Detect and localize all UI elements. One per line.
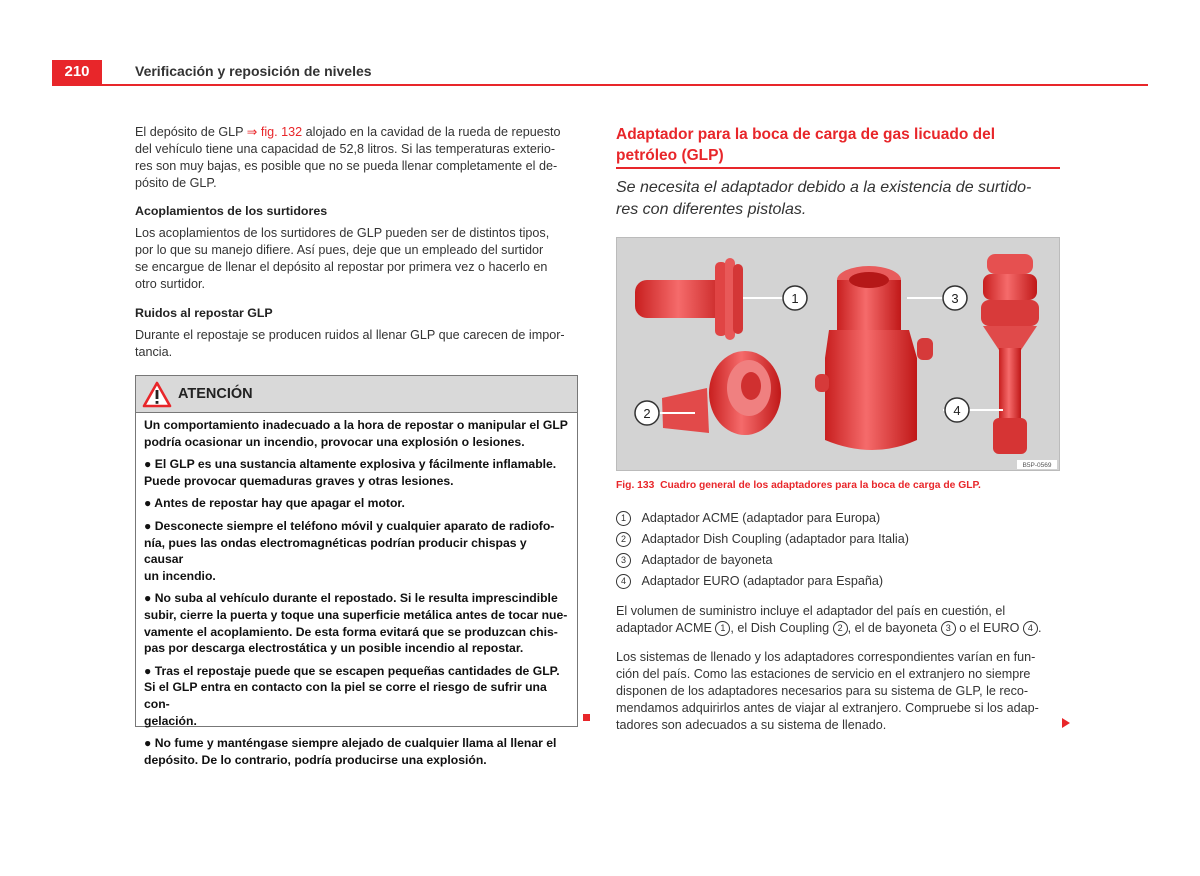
svg-text:4: 4 — [953, 403, 961, 418]
warning-body — [136, 413, 577, 768]
section-intro: Se necesita el adaptador debido a la existencia de surtido- res con diferentes pistolas. — [616, 179, 1032, 218]
adapter-euro-shape — [981, 254, 1039, 454]
callout-1 — [783, 286, 807, 310]
warning-box — [135, 375, 578, 767]
number-badge: 2 — [616, 532, 631, 547]
section-rule — [616, 167, 1060, 169]
list-item: 1 Adaptador ACME (adaptador para Europa) — [616, 508, 1060, 529]
warning-bullet: ● El GLP es una sustancia altamente explosiva y fácilmente inflamable. Puede provocar quemaduras graves y otras lesiones. — [144, 457, 557, 488]
adapter-legend — [616, 508, 1060, 592]
left-paragraph-3: Durante el repostaje se producen ruidos al llenar GLP que carecen de impor- tancia. — [135, 328, 565, 359]
number-badge: 1 — [616, 511, 631, 526]
chapter-title: Verificación y reposición de niveles — [135, 63, 372, 79]
adapters-illustration — [617, 238, 1059, 470]
left-paragraph-2: Los acoplamientos de los surtidores de GLP pueden ser de distintos tipos, por lo que su manejo difiere. Así pues, deje que un empleado del surtidor se encargue de llenar el depósito al repostar por primera vez o hacerlo en otro surtidor. — [135, 226, 550, 291]
adapter-dish-shape — [662, 351, 781, 435]
figure-code-label — [1017, 460, 1057, 469]
right-paragraph-2: Los sistemas de llenado y los adaptadores correspondientes varían en fun- ción del país. Como las estaciones de servicio en el extranjero no siempre disponen de los adaptadores necesarios para su sistema de GLP, le reco- mendamos adquirirlos antes de viajar al extranjero. Compruebe si los adap- tadores son adecuados a su sistema de llenado. — [616, 650, 1039, 732]
figure-reference-link[interactable]: ⇒ fig. 132 — [246, 125, 303, 139]
callout-3 — [943, 286, 967, 310]
svg-text:3: 3 — [951, 291, 959, 306]
list-item: 4 Adaptador EURO (adaptador para España) — [616, 571, 1060, 592]
figure-caption: Fig. 133 Cuadro general de los adaptadores para la boca de carga de GLP. — [616, 480, 981, 491]
adapter-bayonet-shape — [815, 266, 933, 450]
warning-bullet: ● Tras el repostaje puede que se escapen pequeñas cantidades de GLP. Si el GLP entra en contacto con la piel se corre el riesgo de sufrir una con- gelación. — [144, 663, 560, 728]
warning-header — [136, 376, 577, 413]
number-badge: 3 — [616, 553, 631, 568]
right-paragraph-1: El volumen de suministro incluye el adaptador del país en cuestión, el adaptador ACME 1 , el Dish Coupling 2 , el de bayoneta 3 o el EURO 4 . — [616, 604, 1042, 635]
warning-bullet: ● Desconecte siempre el teléfono móvil y cualquier aparato de radiofo- nía, pues las ondas electromagnéticas podrían producir chispas y causar un incendio. — [144, 518, 555, 583]
warning-bullet: ● Antes de repostar hay que apagar el motor. — [144, 496, 405, 511]
adapter-acme-shape — [635, 258, 743, 340]
warning-bullet: ● No suba al vehículo durante el repostado. Si le resulta imprescindible subir, cierre la puerta y toque una superficie metálica antes de tocar nue- vamente el acoplamiento. De esta forma evitará que se produzcan chis- pas por descarga electrostática y un posible incendio al repostar. — [144, 591, 568, 656]
list-item: 2 Adaptador Dish Coupling (adaptador para Italia) — [616, 529, 1060, 550]
callout-2 — [635, 401, 659, 425]
list-item: 3 Adaptador de bayoneta — [616, 550, 1060, 571]
svg-text:2: 2 — [643, 406, 651, 421]
left-paragraph-1: El depósito de GLP ⇒ fig. 132 alojado en la cavidad de la rueda de repuesto del vehículo tiene una capacidad de 52,8 litros. Si las temperaturas exterio- res son muy bajas, es posible que no se pueda llenar completamente el de- pósito de GLP. — [135, 125, 561, 190]
subheading-couplings: Acoplamientos de los surtidores — [135, 204, 328, 218]
warning-bullet: ● No fume y manténgase siempre alejado de cualquier llama al llenar el depósito. De lo contrario, podría producirse una explosión. — [144, 736, 557, 767]
section-title: Adaptador para la boca de carga de gas licuado del petróleo (GLP) — [616, 126, 996, 164]
header-rule — [52, 84, 1148, 86]
svg-text:1: 1 — [791, 291, 799, 306]
continue-arrow-icon — [1062, 718, 1070, 728]
subheading-noise: Ruidos al repostar GLP — [135, 306, 273, 320]
page-number: 210 — [52, 60, 102, 84]
end-of-section-marker — [583, 714, 590, 721]
warning-title: ATENCIÓN — [178, 386, 253, 402]
figure-adapters — [616, 237, 1060, 471]
svg-text:B5P-0569: B5P-0569 — [1022, 462, 1052, 469]
warning-intro: Un comportamiento inadecuado a la hora de repostar o manipular el GLP podría ocasionar un incendio, provocar una explosión o lesiones. — [144, 418, 568, 449]
warning-triangle-icon — [142, 381, 172, 408]
callout-4 — [945, 398, 969, 422]
number-badge: 4 — [616, 574, 631, 589]
